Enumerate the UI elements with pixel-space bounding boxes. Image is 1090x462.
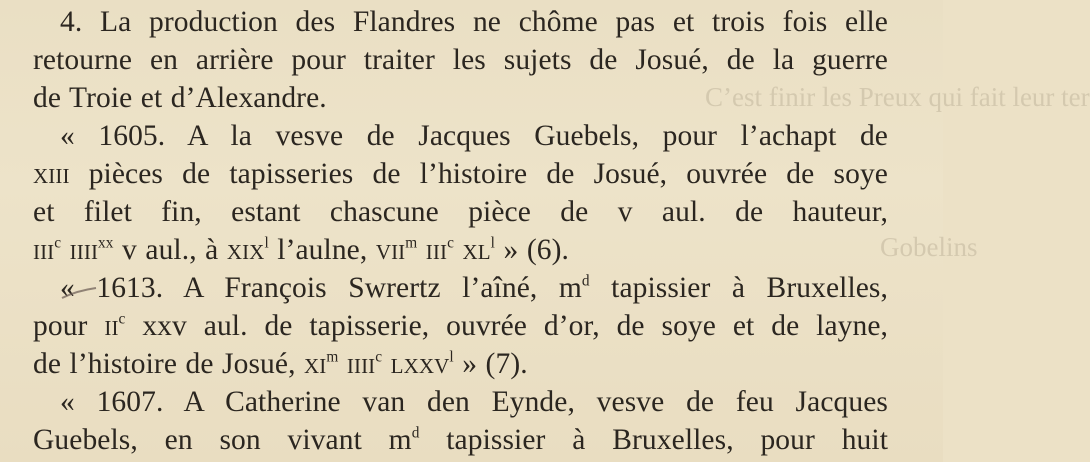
text-line-3: de Troie et d’Alexandre.: [33, 82, 327, 114]
text-line-2: retourne en arrière pour traiter les sujets de Josué, de la guerre: [33, 44, 888, 76]
text-line-4: « 1605. A la vesve de Jacques Guebels, pour l’achapt de: [60, 120, 888, 152]
text-line-12: Guebels, en son vivant $m^d$ tapissier à Bruxelles, pour huit: [33, 424, 889, 456]
text-line-6: et filet fin, estant chascune pièce de v aul. de hauteur,: [33, 196, 888, 228]
show-through-text: C’est finir les Preux qui fait leur ter: [705, 82, 1090, 112]
text-line-8: « 1613. A François Swrertz l’aîné, $m^d$ tapissier à Bruxelles,: [60, 272, 888, 304]
text-line-11: « 1607. A Catherine van den Eynde, vesve de feu Jacques: [60, 386, 888, 418]
text-line-5: xiii pièces de tapisseries de l’histoire de Josué, ouvrée de soye: [33, 158, 888, 190]
pencil-mark: [60, 284, 100, 302]
text-line-1: 4. La production des Flandres ne chôme pas et trois fois elle: [60, 6, 888, 38]
text-line-10: de l’histoire de Josué, $xi^m$ iiii$^c$ lxxv$^l$ » (7).: [33, 348, 528, 380]
show-through-text: Gobelins: [880, 232, 978, 262]
text-line-7: iii$^c$ iiii$^{xx}$ v aul., à xix$^l$ l’aulne, vii$^m$ iii$^c$ $xl^l$ » (6).: [33, 234, 569, 266]
text-line-9: pour $ii^c$ xxv aul. de tapisserie, ouvrée d’or, de soye et de layne,: [33, 310, 888, 342]
